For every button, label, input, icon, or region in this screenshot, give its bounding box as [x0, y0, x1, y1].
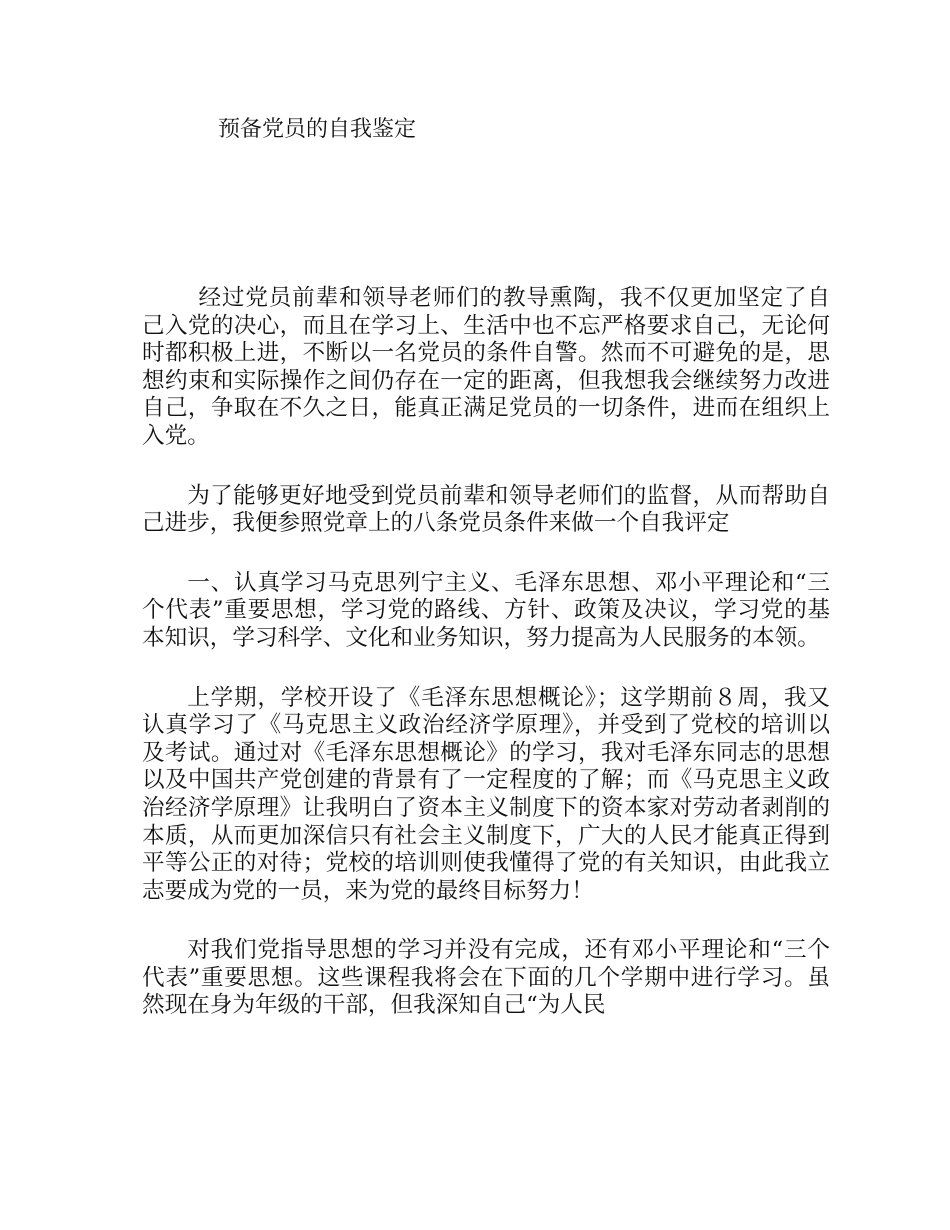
paragraph-1: 经过党员前辈和领导老师们的教导熏陶，我不仅更加坚定了自己入党的决心，而且在学习上、生活中也不忘严格要求自己，无论何时都积极上进，不断以一名党员的条件自警。然而不可避免的是，思想约束和实际操作之间仍存在一定的距离，但我想我会继续努力改进自己，争取在不久之日，能真正满足党员的一切条件，进而在组织上入党。 [142, 285, 830, 449]
paragraph-5: 对我们党指导思想的学习并没有完成，还有邓小平理论和“三个代表”重要思想。这些课程我将会在下面的几个学期中进行学习。虽然现在身为年级的干部，但我深知自己“为人民 [142, 937, 830, 1019]
paragraph-2: 为了能够更好地受到党员前辈和领导老师们的监督，从而帮助自己进步，我便参照党章上的八条党员条件来做一个自我评定 [142, 482, 830, 537]
paragraph-3: 一、认真学习马克思列宁主义、毛泽东思想、邓小平理论和“三个代表”重要思想，学习党的路线、方针、政策及决议，学习党的基本知识，学习科学、文化和业务知识，努力提高为人民服务的本领。 [142, 569, 830, 651]
document-body [142, 285, 830, 1052]
paragraph-4: 上学期，学校开设了《毛泽东思想概论》；这学期前８周，我又认真学习了《马克思主义政治经济学原理》，并受到了党校的培训以及考试。通过对《毛泽东思想概论》的学习，我对毛泽东同志的思想以及中国共产党创建的背景有了一定程度的了解；而《马克思主义政治经济学原理》让我明白了资本主义制度下的资本家对劳动者剥削的本质，从而更加深信只有社会主义制度下，广大的人民才能真正得到平等公正的对待；党校的培训则使我懂得了党的有关知识，由此我立志要成为党的一员，来为党的最终目标努力！ [142, 684, 830, 904]
document-title: 预备党员的自我鉴定 [218, 117, 417, 142]
